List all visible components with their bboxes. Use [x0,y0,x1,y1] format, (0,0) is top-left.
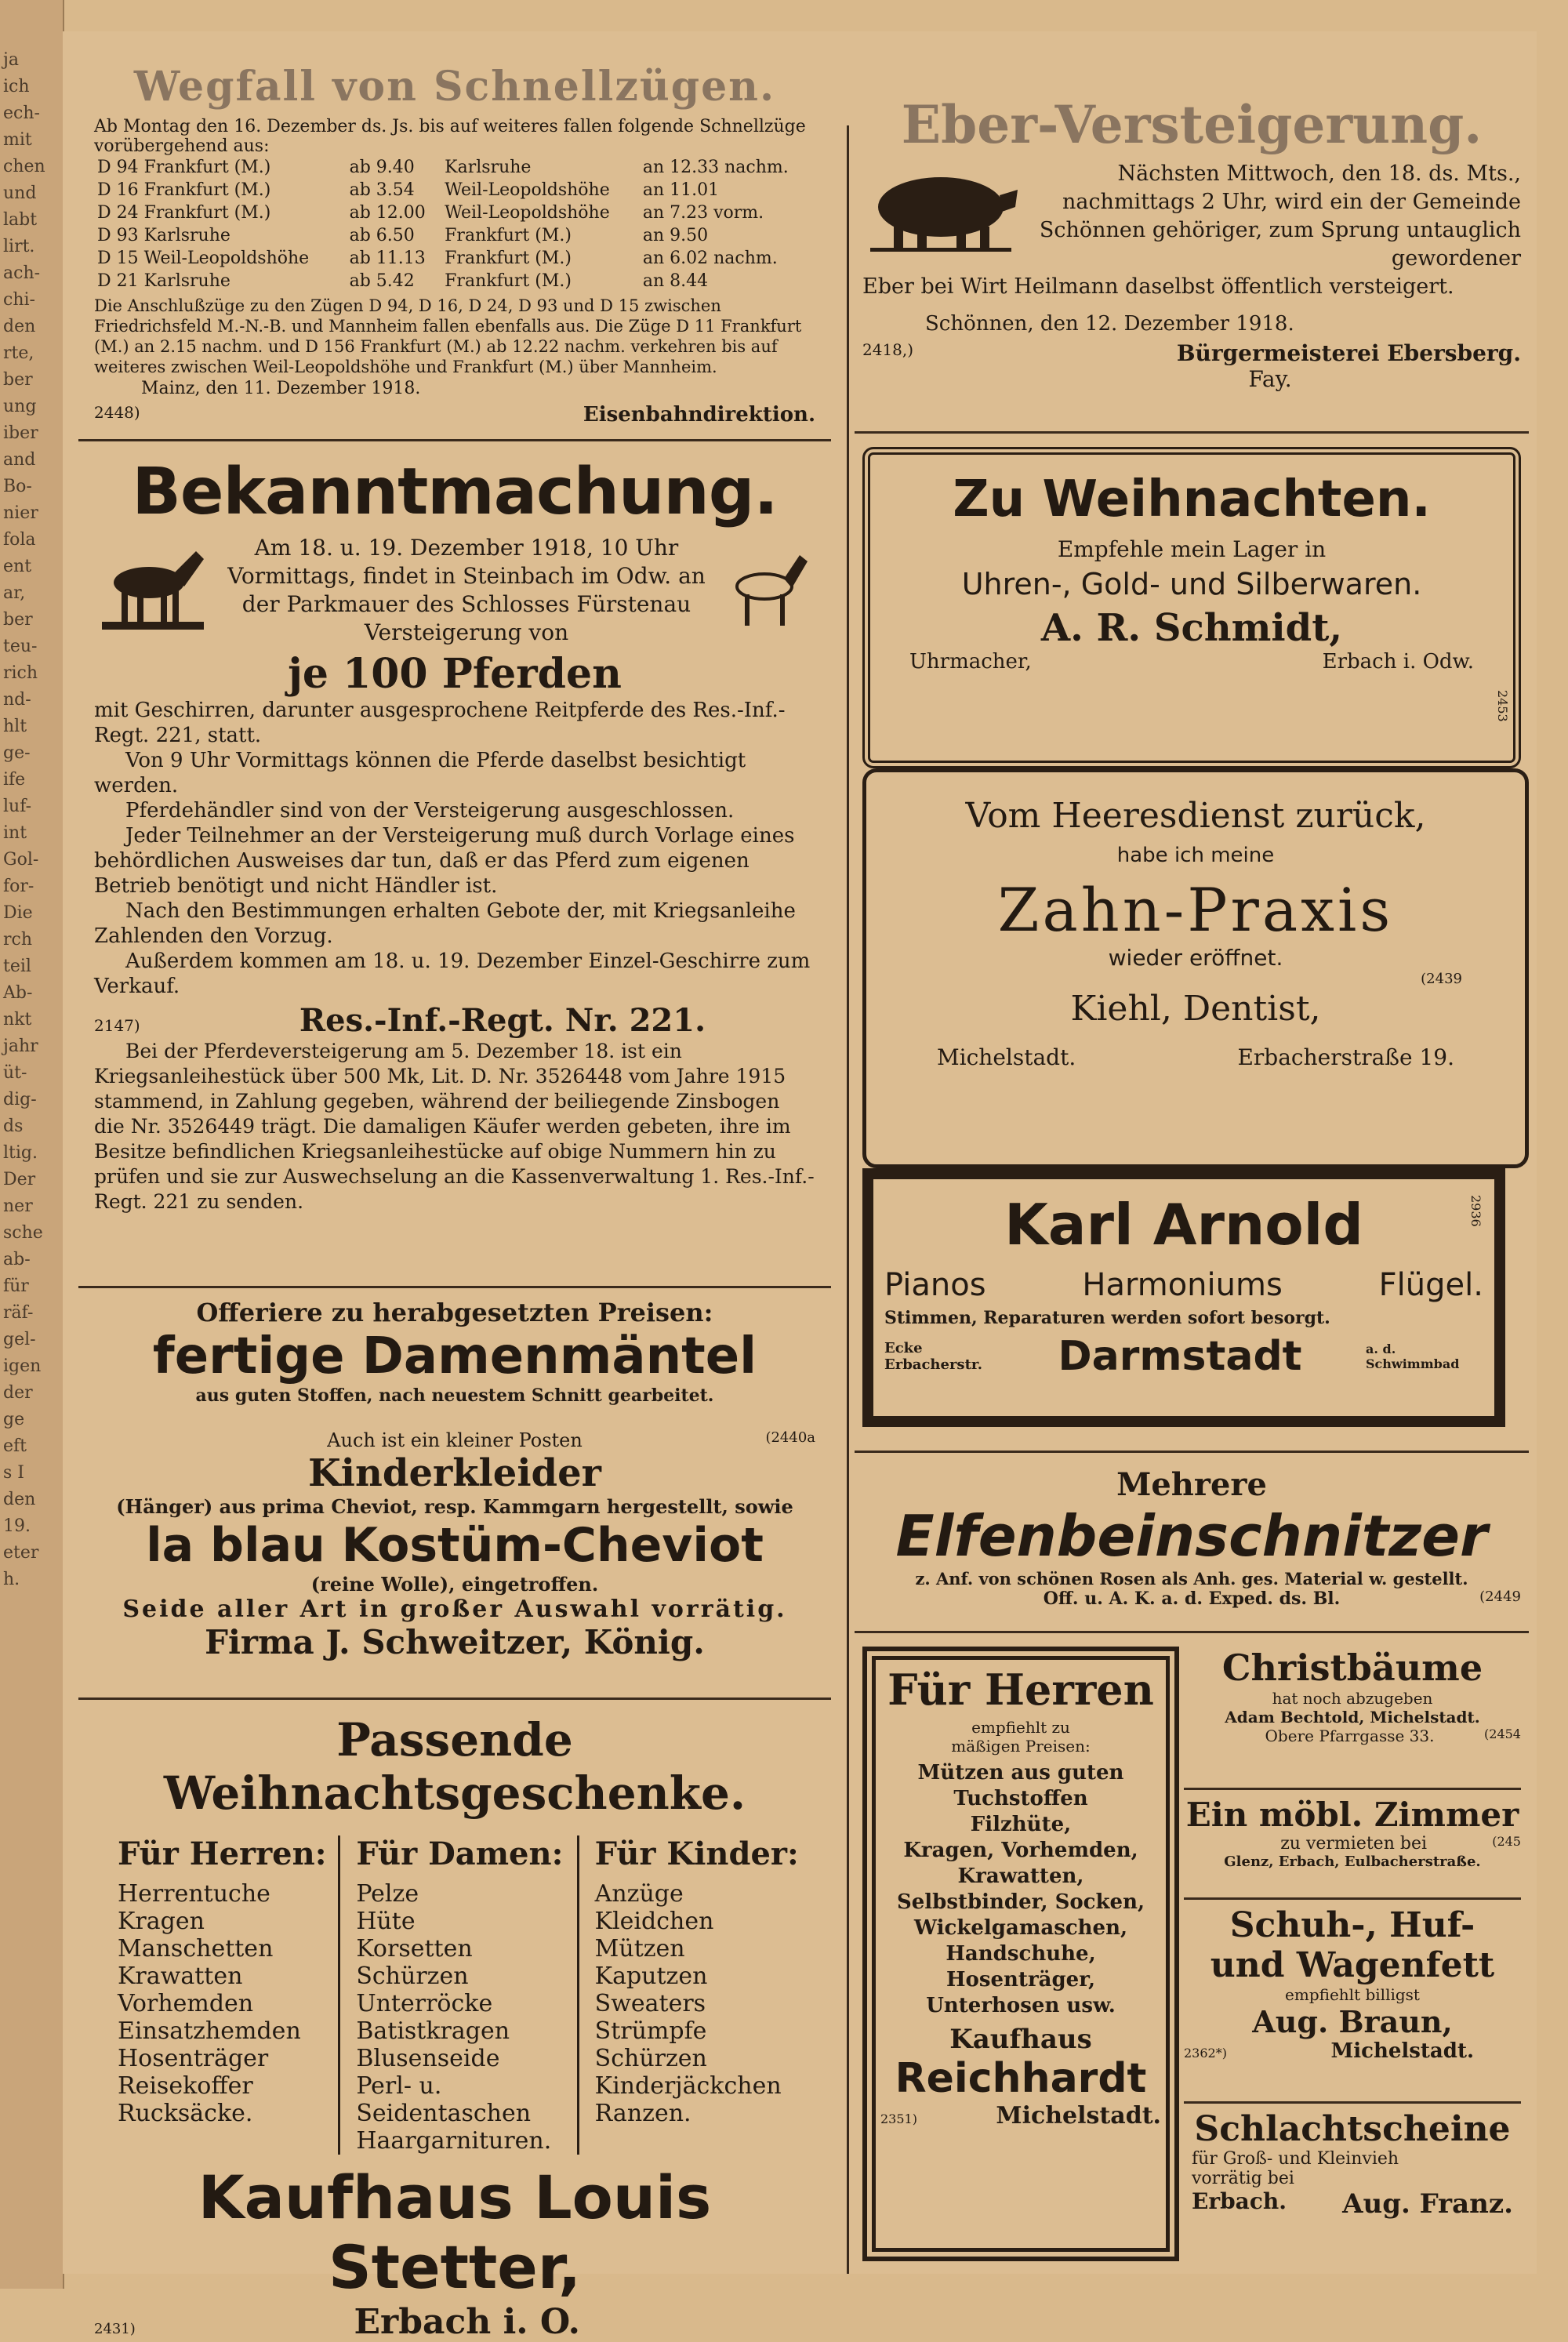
schedule-cell-train: D 16 Frankfurt (M.) [97,180,271,200]
schedule-cell-dep: ab 3.54 [349,180,415,200]
elfenbein-l2: z. Anf. von schönen Rosen als Anh. ges. Material w. gestellt. [915,1569,1468,1589]
ad-zimmer [1184,1796,1521,1870]
list-item: Schürzen [594,2045,707,2072]
edge-fragment: for- [3,877,34,896]
damen-l2: (Hänger) aus prima Cheviot, resp. Kammgarn hergestellt, sowie [116,1495,793,1518]
zahnpraxis-line3: wieder eröffnet. [1108,945,1283,971]
edge-fragment: Ab- [3,983,33,1003]
list-item: Hosenträger [118,2045,269,2072]
herren-number: 2351) [880,2111,917,2126]
left-edge-fragments [0,0,50,2336]
christbaeume-title: Christbäume [1221,1647,1483,1689]
list-item: Unterhosen usw. [926,1994,1116,2017]
weihnachten-number: 2453 [1495,690,1510,722]
list-item: Wickelgamaschen, [913,1916,1128,1940]
herren-l1: empfiehlt zu mäßigen Preisen: [951,1718,1091,1756]
schedule-cell-train: D 93 Karlsruhe [97,226,230,245]
damen-sub: aus guten Stoffen, nach neuestem Schnitt gearbeitet. [195,1385,714,1406]
rule [78,1697,831,1700]
edge-fragment: gel- [3,1330,36,1349]
fett-number: 2362*) [1184,2046,1227,2061]
list-item: Filzhüte, [970,1813,1072,1836]
damen-head: Offeriere zu herabgesetzten Preisen: [196,1298,713,1327]
fett-title2: und Wagenfett [1210,1945,1495,1985]
schedule-cell-dest: Frankfurt (M.) [445,249,572,268]
schedule-cell-dep: ab 9.40 [349,158,415,177]
geschenke-title: Passende Weihnachtsgeschenke. [163,1713,746,1820]
schedule-cell-arr: an 9.50 [642,226,709,245]
herren-shop1: Kaufhaus [949,2024,1092,2055]
edge-fragment: ner [3,1196,33,1216]
bekanntmachung-p4: Jeder Teilnehmer an der Versteigerung muß durch Vorlage eines behördlichen Ausweises dar tun, daß er das Pferd zum eigenen Betrieb benötigt und nicht Händler ist. [94,824,795,898]
edge-fragment: rch [3,930,33,950]
bekanntmachung-p6: Außerdem kommen am 18. u. 19. Dezember Einzel-Geschirre zum Verkauf. [94,950,811,998]
rule [78,439,831,441]
schnellzuege-body: Die Anschlußzüge zu den Zügen D 94, D 16, D 24, D 93 und D 15 zwischen Friedrichsfeld M.-N.-B. und Mannheim fallen ebenfalls aus. Die Züge D 11 Frankfurt (M.) an 2.15 nachm. und D 156 Frankfurt (M.) ab 12.22 nachm. verkehren bis auf weiteres zwischen Weil-Leopoldshöhe und Frankfurt (M.) über Mannheim. [94,296,802,376]
weihnachten-left: Uhrmacher, [909,650,1032,674]
arnold-name: Karl Arnold [1004,1192,1363,1258]
edge-fragment: nkt [3,1010,32,1029]
schedule-cell-train: D 15 Weil-Leopoldshöhe [97,249,310,268]
damen-big2: Kinderkleider [308,1451,601,1495]
edge-fragment: ab- [3,1250,31,1269]
schnellzuege-title: Wegfall von Schnellzügen. [133,63,776,111]
edge-fragment: int [3,823,27,843]
schedule-cell-arr: an 7.23 vorm. [642,203,764,223]
list-item: Strümpfe [594,2017,707,2045]
list-item: Anzüge [594,1880,684,1908]
edge-fragment: ber [3,610,33,630]
edge-fragment: lirt. [3,237,35,256]
ad-eber [862,94,1521,392]
edge-fragment: räf- [3,1303,34,1323]
ad-schnellzuege [94,63,815,427]
list-item: Mützen [594,1935,685,1963]
schedule-cell-dep: ab 6.50 [349,226,415,245]
ad-elfenbein [862,1466,1521,1609]
weihnachten-right: Erbach i. Odw. [1322,650,1474,674]
schlacht-right: Aug. Franz. [1342,2188,1513,2220]
list-item: Kinderjäckchen [594,2072,782,2100]
list-item: Manschetten [118,1935,274,1963]
list-item: Rucksäcke. [118,2100,253,2127]
list-item: Reisekoffer [118,2072,253,2100]
elfenbein-l1: Mehrere [1116,1466,1267,1503]
elfenbein-number: (2449 [1479,1589,1521,1605]
list-item: Selbstbinder, Socken, [896,1890,1145,1914]
schlacht-l1: für Groß- und Kleinvieh [1192,2149,1399,2169]
eber-number: 2418,) [862,340,914,359]
edge-fragment: Gol- [3,850,39,870]
list-item: Perl- u. Seidentaschen [356,2072,532,2127]
geschenke-col-damen-title: Für Damen: [356,1835,564,1872]
list-item: Einsatzhemden [118,2017,301,2045]
schedule-cell-dep: ab 12.00 [349,203,426,223]
schedule-row [94,202,815,224]
edge-fragment: luf- [3,797,31,816]
edge-fragment: der [3,1383,33,1403]
edge-fragment: fola [3,530,36,550]
list-item: Mützen aus guten Tuchstoffen [917,1761,1124,1810]
list-item: Herrentuche [118,1880,270,1908]
geschenke-columns [94,1835,815,2155]
edge-fragment: ds [3,1117,24,1136]
ad-arnold [862,1168,1505,1427]
edge-fragment: and [3,450,36,470]
edge-fragment: chen [3,157,45,176]
edge-fragment: teil [3,957,31,976]
schedule-row [94,224,815,247]
zahnpraxis-name: Kiehl, Dentist, [1070,989,1321,1029]
ad-fett [1184,1905,1521,2063]
herren-shop2: Reichhardt [895,2055,1147,2102]
schlacht-l2: vorrätig bei [1192,2169,1294,2188]
zahnpraxis-line1: Vom Heeresdienst zurück, [965,796,1426,836]
schnellzuege-place-date: Mainz, den 11. Dezember 1918. [141,379,421,398]
bekanntmachung-big: je 100 Pferden [288,650,622,698]
newspaper-page [63,31,1537,2342]
fett-l1: empfiehlt billigst [1285,1985,1420,2004]
edge-fragment: ar, [3,583,26,603]
edge-fragment: üt- [3,1063,27,1083]
zimmer-l1: zu vermieten bei [1280,1834,1427,1854]
list-item: Kaputzen [594,1963,708,1990]
eber-signature: Bürgermeisterei Ebersberg. [1176,340,1521,366]
edge-fragment: hlt [3,717,27,736]
weihnachten-line1: Empfehle mein Lager in [1057,536,1327,562]
list-item: Hüte [356,1908,416,1935]
rule [855,1631,1529,1633]
edge-fragment: h. [3,1570,20,1589]
schedule-cell-dest: Karlsruhe [445,158,532,177]
list-item: Unterröcke [356,1990,493,2017]
edge-fragment: nd- [3,690,31,710]
eber-text2: Eber bei Wirt Heilmann daselbst öffentlich versteigert. [862,274,1454,299]
edge-fragment: ach- [3,263,41,283]
fett-city: Michelstadt. [1330,2039,1474,2063]
edge-fragment: teu- [3,637,38,656]
schedule-row [94,270,815,292]
edge-fragment: eter [3,1543,39,1563]
edge-fragment: Bo- [3,477,32,496]
edge-fragment: rich [3,663,38,683]
zimmer-number: (245 [1492,1834,1521,1849]
list-item: Vorhemden [118,1990,254,2017]
edge-fragment: nier [3,503,38,523]
arnold-line2: Stimmen, Reparaturen werden sofort besorgt. [884,1308,1330,1328]
schedule-cell-dest: Weil-Leopoldshöhe [445,180,610,200]
list-item: Kragen [118,1908,205,1935]
schnellzuege-table [94,156,815,292]
edge-fragment: ich [3,77,30,96]
horse-icon [94,547,212,634]
edge-fragment: ja [3,50,19,70]
zahnpraxis-big: Zahn-Praxis [997,875,1394,945]
edge-fragment: dig- [3,1090,37,1109]
geschenke-shop: Kaufhaus Louis Stetter, [198,2162,712,2302]
edge-fragment: 19. [3,1516,31,1536]
rule [1184,1788,1521,1790]
christbaeume-number: (2454 [1484,1727,1521,1741]
edge-fragment: ge [3,1410,25,1429]
bekanntmachung-p2: Von 9 Uhr Vormittags können die Pferde daselbst besichtigt werden. [94,749,746,797]
schedule-cell-dest: Weil-Leopoldshöhe [445,203,610,223]
edge-fragment: ltig. [3,1143,38,1163]
christbaeume-l1: hat noch abzugeben [1272,1689,1433,1708]
arnold-pianos: Pianos [884,1267,986,1303]
rule [855,431,1529,434]
elfenbein-big: Elfenbeinschnitzer [895,1503,1488,1569]
schlacht-left: Erbach. [1192,2188,1287,2214]
column-divider [847,125,849,2274]
zahnpraxis-line2: habe ich meine [1116,844,1275,867]
list-item: Krawatten [118,1963,243,1990]
damen-number: (2440a [765,1429,815,1446]
bekanntmachung-p7: Bei der Pferdeversteigerung am 5. Dezember 18. ist ein Kriegsanleihestück über 500 Mk, Lit. D. Nr. 3526448 vom Jahre 1915 stammend, in Zahlung gegeben, während der beiliegende Zinsbogen die Nr. 3526449 trägt. Die damaligen Käufer werden gebeten, ihre im Besitze befindlichen Kriegsanleihestücke auf obige Nummern hin zu prüfen und sie zur Auswechselung an die Kassenverwaltung 1. Res.-Inf.-Regt. 221 zu senden. [94,1040,815,1213]
zahnpraxis-number: (2439 [1421,971,1462,987]
list-item: Batistkragen [356,2017,510,2045]
list-item: Krawatten, [957,1865,1084,1888]
pig-icon [862,160,1019,254]
zahnpraxis-right: Erbacherstraße 19. [1237,1044,1454,1070]
arnold-harmoniums: Harmoniums [1082,1267,1283,1303]
edge-fragment: ent [3,557,32,576]
zimmer-title: Ein möbl. Zimmer [1185,1796,1519,1834]
edge-fragment: labt [3,210,38,230]
edge-fragment: mit [3,130,32,150]
list-item: Sweaters [594,1990,706,2017]
bekanntmachung-p1: mit Geschirren, darunter ausgesprochene Reitpferde des Res.-Inf.-Regt. 221, statt. [94,699,786,747]
edge-fragment: ife [3,770,26,790]
bekanntmachung-intro: Am 18. u. 19. Dezember 1918, 10 Uhr Vormittags, findet in Steinbach im Odw. an der Parkmauer des Schlosses Fürstenau Versteigerung von [227,535,706,645]
schedule-row [94,179,815,202]
damen-firm: Firma J. Schweitzer, König. [205,1623,705,1661]
schedule-cell-arr: an 6.02 nachm. [642,249,778,268]
schedule-cell-dep: ab 5.42 [349,271,415,291]
weihnachten-title: Zu Weihnachten. [953,470,1431,528]
weihnachten-line2: Uhren-, Gold- und Silberwaren. [961,567,1422,601]
list-item: Ranzen. [594,2100,691,2127]
list-item: Pelze [356,1880,419,1908]
herren-title: Für Herren [887,1665,1154,1715]
list-item: Kleidchen [594,1908,714,1935]
arnold-schwimmbad: a. d. Schwimmbad [1366,1342,1460,1371]
edge-fragment: sche [3,1223,43,1243]
edge-fragment: s I [3,1463,24,1483]
eber-place-date: Schönnen, den 12. Dezember 1918. [925,312,1294,336]
list-item: Haargarnituren. [356,2127,552,2155]
eber-title: Eber-Versteigerung. [901,94,1483,155]
herren-city: Michelstadt. [996,2102,1161,2130]
edge-fragment: Der [3,1170,36,1189]
edge-fragment: ung [3,397,37,416]
schnellzuege-signature: Eisenbahndirektion. [583,403,815,427]
edge-fragment: den [3,1490,36,1509]
eber-signature-name: Fay. [1248,366,1292,392]
bekanntmachung-p3: Pferdehändler sind von der Versteigerung ausgeschlossen. [125,799,735,822]
ad-christbaeume [1184,1647,1521,1745]
schedule-cell-dep: ab 11.13 [349,249,426,268]
schlacht-title: Schlachtscheine [1194,2109,1511,2149]
ad-bekanntmachung [94,455,815,1215]
list-item: Blusenseide [356,2045,500,2072]
schnellzuege-number: 2448) [94,403,140,422]
damen-big3: la blau Kostüm-Cheviot [146,1518,764,1573]
edge-fragment: Die [3,903,33,923]
edge-fragment: jahr [3,1037,38,1056]
edge-fragment: iber [3,423,38,443]
weihnachten-name: A. R. Schmidt, [1040,606,1343,650]
list-item: Korsetten [356,1935,473,1963]
edge-fragment: rte, [3,343,34,363]
bekanntmachung-number: 2147) [94,1016,140,1035]
ad-geschenke [94,1713,815,2342]
arnold-fluegel: Flügel. [1378,1267,1483,1303]
rule [78,1286,831,1288]
geschenke-city: Erbach i. O. [354,2302,580,2342]
bekanntmachung-p5: Nach den Bestimmungen erhalten Gebote der, mit Kriegsanleihe Zahlenden den Vorzug. [94,899,796,948]
edge-fragment: ech- [3,103,40,123]
schedule-cell-dest: Frankfurt (M.) [445,226,572,245]
fett-name: Aug. Braun, [1252,2004,1453,2039]
bekanntmachung-signature: Res.-Inf.-Regt. Nr. 221. [299,1002,706,1039]
schedule-row [94,156,815,179]
ad-weihnachten [862,447,1521,768]
edge-fragment: den [3,317,36,336]
arnold-ecke: Ecke Erbacherstr. [884,1340,982,1373]
schedule-cell-arr: an 11.01 [642,180,720,200]
list-item: Handschuhe, [946,1942,1096,1966]
edge-fragment: igen [3,1356,42,1376]
elfenbein-l3: Off. u. A. K. a. d. Exped. ds. Bl. [1043,1589,1341,1609]
ad-damenmaentel [94,1298,815,1661]
rule [1184,2101,1521,2104]
ad-zahnpraxis [862,768,1529,1168]
schedule-cell-train: D 21 Karlsruhe [97,271,230,291]
edge-fragment: chi- [3,290,35,310]
list-item: Kragen, Vorhemden, [903,1839,1138,1862]
ad-herren [862,1647,1179,2261]
small-column-divider [1176,1647,1178,2258]
schedule-cell-arr: an 8.44 [642,271,709,291]
edge-fragment: ber [3,370,33,390]
christbaeume-l3: Obere Pfarrgasse 33. [1265,1727,1435,1745]
damen-l3: (reine Wolle), eingetroffen. [310,1573,599,1596]
damen-big: fertige Damenmäntel [152,1327,757,1385]
christbaeume-l2: Adam Bechtold, Michelstadt. [1225,1708,1480,1727]
list-item: Schürzen [356,1963,469,1990]
edge-fragment: ge- [3,743,31,763]
schedule-cell-dest: Frankfurt (M.) [445,271,572,291]
schedule-cell-arr: an 12.33 nachm. [642,158,789,177]
geschenke-col-herren-title: Für Herren: [118,1835,327,1872]
schedule-cell-train: D 94 Frankfurt (M.) [97,158,271,177]
zimmer-l2: Glenz, Erbach, Eulbacherstraße. [1224,1854,1481,1870]
schedule-row [94,247,815,270]
arnold-number: 2936 [1468,1195,1483,1227]
horse-icon [721,547,815,634]
geschenke-col-kinder-title: Für Kinder: [594,1835,799,1872]
eber-text1: Nächsten Mittwoch, den 18. ds. Mts., nachmittags 2 Uhr, wird ein der Gemeinde Schönnen gehöriger, zum Sprung untauglich gewordener [1039,162,1521,271]
ad-schlacht [1184,2109,1521,2220]
geschenke-number: 2431) [94,2321,136,2337]
rule [1184,1897,1521,1900]
arnold-city: Darmstadt [1058,1333,1302,1380]
edge-fragment: für [3,1276,29,1296]
edge-fragment: eft [3,1436,27,1456]
damen-l1: Auch ist ein kleiner Posten [327,1429,583,1451]
schnellzuege-intro: Ab Montag den 16. Dezember ds. Js. bis auf weiteres fallen folgende Schnellzüge vorübergehend aus: [94,117,806,156]
rule [855,1451,1529,1453]
edge-fragment: und [3,183,37,203]
bekanntmachung-title: Bekanntmachung. [132,455,778,529]
list-item: Hosenträger, [946,1968,1096,1992]
damen-l4: Seide aller Art in großer Auswahl vorrätig. [122,1596,787,1623]
zahnpraxis-left: Michelstadt. [937,1044,1076,1070]
fett-title1: Schuh-, Huf- [1229,1905,1475,1945]
schedule-cell-train: D 24 Frankfurt (M.) [97,203,271,223]
